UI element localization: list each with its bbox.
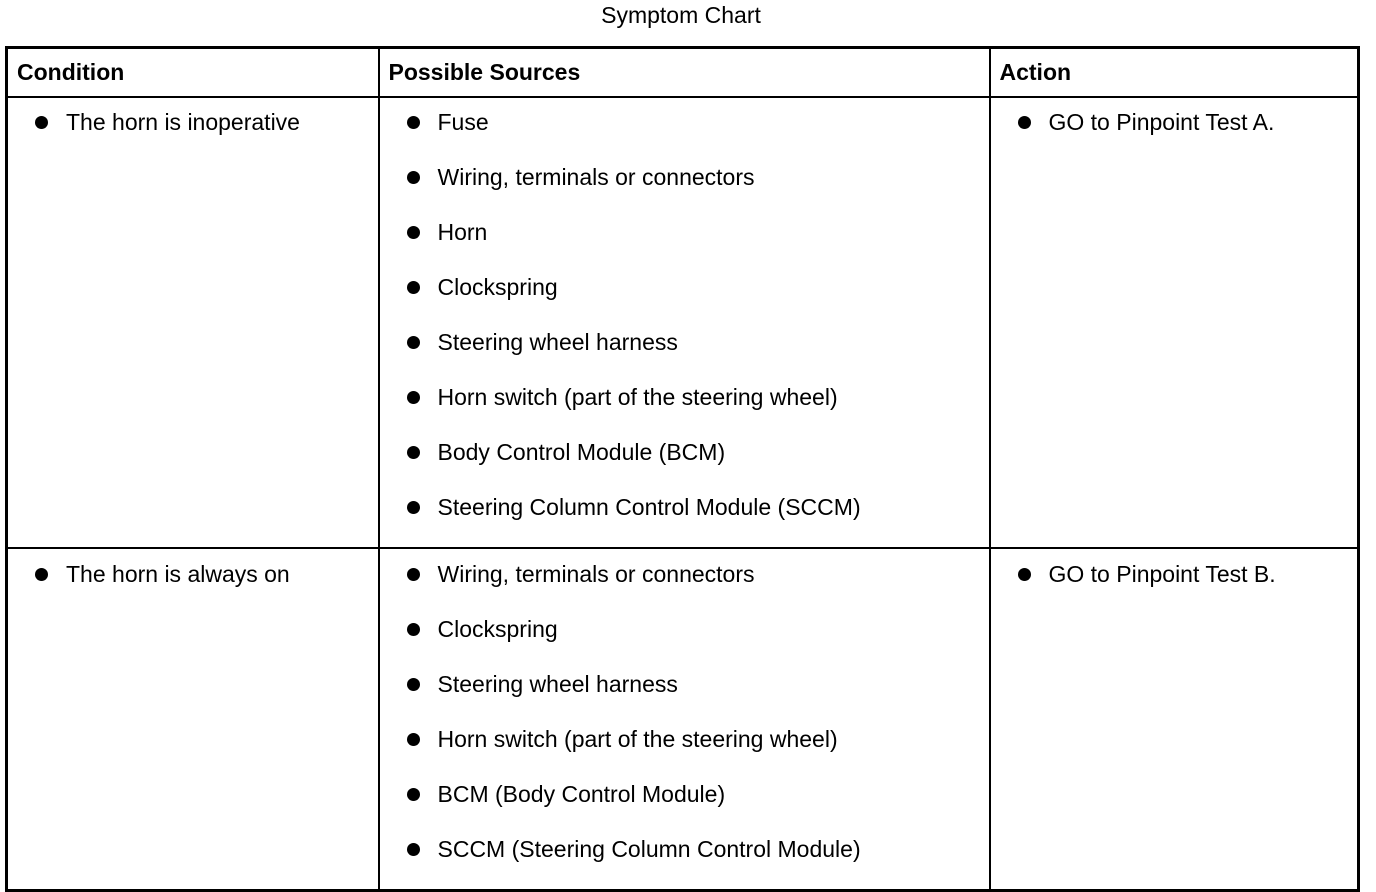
bullet-icon — [407, 501, 420, 514]
bullet-icon — [407, 446, 420, 459]
source-text: SCCM (Steering Column Control Module) — [437, 836, 861, 862]
list-item — [8, 107, 378, 162]
action-list — [991, 98, 1358, 162]
list-item — [380, 669, 989, 724]
action-cell — [990, 97, 1359, 548]
bullet-icon — [407, 568, 420, 581]
condition-cell — [7, 548, 379, 891]
sources-list — [380, 98, 989, 547]
bullet-icon — [407, 171, 420, 184]
action-list — [991, 549, 1358, 614]
source-text: Wiring, terminals or connectors — [437, 164, 755, 190]
list-item — [380, 327, 989, 382]
source-text: Horn switch (part of the steering wheel) — [437, 726, 838, 752]
source-text: Steering wheel harness — [437, 329, 678, 355]
table-row — [7, 548, 1359, 891]
source-text: Clockspring — [437, 274, 558, 300]
header-possible-sources: Possible Sources — [379, 48, 990, 98]
list-item — [380, 834, 989, 889]
source-text: BCM (Body Control Module) — [437, 781, 726, 807]
action-text: GO to Pinpoint Test B. — [1048, 561, 1276, 587]
source-text: Fuse — [437, 109, 489, 135]
bullet-icon — [1018, 116, 1031, 129]
table-header-row — [7, 48, 1359, 98]
source-text: Horn — [437, 219, 488, 245]
header-condition: Condition — [7, 48, 379, 98]
list-item — [991, 107, 1358, 162]
bullet-icon — [407, 391, 420, 404]
bullet-icon — [407, 678, 420, 691]
table-row — [7, 97, 1359, 548]
bullet-icon — [407, 281, 420, 294]
action-cell — [990, 548, 1359, 891]
sources-cell — [379, 97, 990, 548]
symptom-table — [5, 46, 1360, 892]
condition-list — [8, 549, 378, 614]
bullet-icon — [407, 843, 420, 856]
source-text: Body Control Module (BCM) — [437, 439, 726, 465]
source-text: Steering Column Control Module (SCCM) — [437, 494, 861, 520]
bullet-icon — [407, 788, 420, 801]
condition-cell — [7, 97, 379, 548]
sources-cell — [379, 548, 990, 891]
condition-list — [8, 98, 378, 162]
list-item — [380, 382, 989, 437]
list-item — [380, 614, 989, 669]
condition-text: The horn is inoperative — [66, 109, 300, 135]
bullet-icon — [407, 623, 420, 636]
list-item — [380, 272, 989, 327]
sources-list — [380, 549, 989, 889]
source-text: Horn switch (part of the steering wheel) — [437, 384, 838, 410]
bullet-icon — [1018, 568, 1031, 581]
bullet-icon — [407, 336, 420, 349]
header-action: Action — [990, 48, 1359, 98]
list-item — [380, 724, 989, 779]
list-item — [380, 559, 989, 614]
page-title: Symptom Chart — [601, 2, 761, 28]
bullet-icon — [35, 568, 48, 581]
bullet-icon — [407, 733, 420, 746]
list-item — [380, 779, 989, 834]
list-item — [380, 217, 989, 272]
source-text: Steering wheel harness — [437, 671, 678, 697]
list-item — [8, 559, 378, 614]
bullet-icon — [407, 226, 420, 239]
source-text: Wiring, terminals or connectors — [437, 561, 755, 587]
source-text: Clockspring — [437, 616, 558, 642]
list-item — [380, 162, 989, 217]
list-item — [380, 437, 989, 492]
bullet-icon — [407, 116, 420, 129]
list-item — [991, 559, 1358, 614]
list-item — [380, 107, 989, 162]
action-text: GO to Pinpoint Test A. — [1048, 109, 1275, 135]
list-item — [380, 492, 989, 547]
condition-text: The horn is always on — [66, 561, 290, 587]
bullet-icon — [35, 116, 48, 129]
